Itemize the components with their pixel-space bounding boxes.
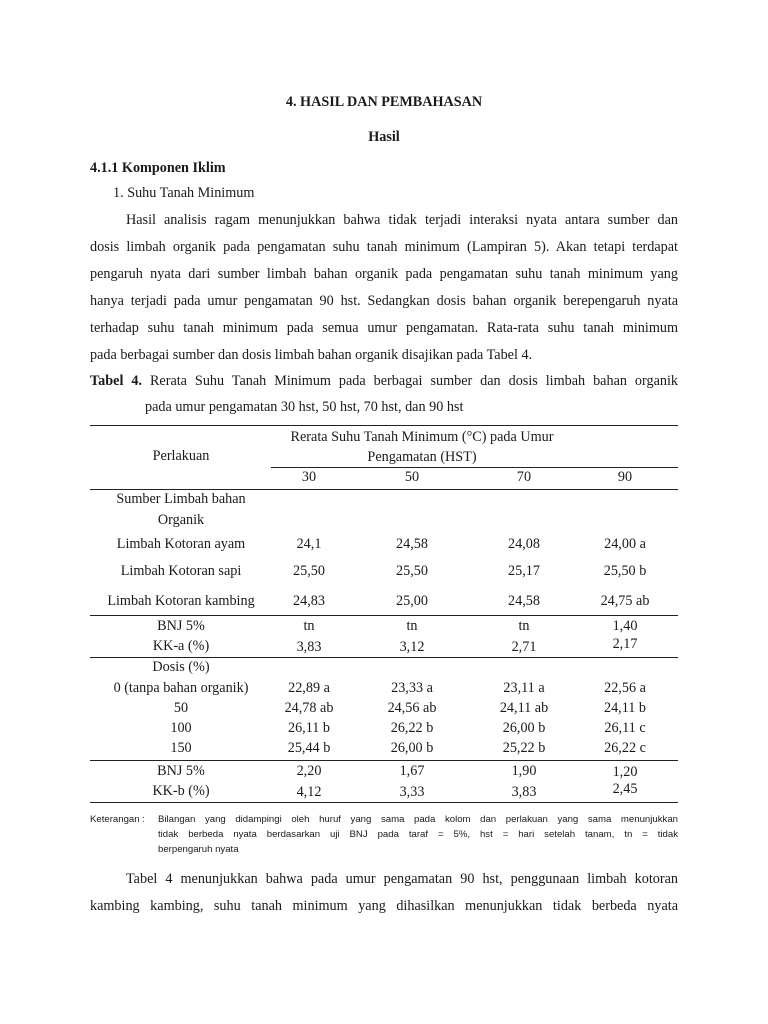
table-cell: 1,67 xyxy=(399,763,425,779)
table-header-col-90: 90 xyxy=(617,469,633,485)
table-cell: 2,71 xyxy=(511,639,537,655)
paragraph-line: dosis limbah organik pada pengamatan suhu tanah minimum (Lampiran 5). Akan tetapi terdapat xyxy=(90,239,678,255)
paragraph-line: pada berbagai sumber dan dosis limbah bahan organik disajikan pada Tabel 4. xyxy=(90,347,533,363)
table-cell: 24,11 ab xyxy=(499,700,549,716)
table-row-label: BNJ 5% xyxy=(157,763,205,779)
table-header-perlakuan: Perlakuan xyxy=(152,448,210,464)
table-cell: 23,33 a xyxy=(391,680,433,696)
table-cell: tn xyxy=(303,618,315,634)
table-cell: 25,00 xyxy=(396,593,428,609)
table-cell: 25,44 b xyxy=(287,740,331,756)
table-cell: 24,56 ab xyxy=(387,700,437,716)
table-cell: 3,33 xyxy=(399,784,425,800)
table-note-line: berpengaruh nyata xyxy=(158,844,239,855)
table-header-col-70: 70 xyxy=(516,469,532,485)
table-header-col-30: 30 xyxy=(301,469,317,485)
table-cell: 26,00 b xyxy=(390,740,434,756)
table-rule-header xyxy=(90,489,678,490)
table-cell: 25,50 xyxy=(293,563,325,579)
table-cell: 26,11 c xyxy=(604,720,646,736)
table-cell: 24,58 xyxy=(508,593,540,609)
paragraph-2 xyxy=(90,866,678,920)
table-rule-group2-stats xyxy=(90,760,678,761)
table-header-group-line2: Pengamatan (HST) xyxy=(367,449,477,465)
table-row-label: 50 xyxy=(173,700,189,716)
paragraph-line: Hasil analisis ragam menunjukkan bahwa tidak terjadi interaksi nyata antara sumber dan xyxy=(126,212,678,228)
table-note-line: Bilangan yang didampingi oleh huruf yang sama pada kolom dan perlakuan yang sama menunjukkan xyxy=(158,814,678,825)
table-row-label: 100 xyxy=(170,720,192,736)
section-title: Hasil xyxy=(368,129,400,145)
table-rule-bottom xyxy=(90,802,678,803)
table-group-label: Organik xyxy=(157,512,205,528)
table-cell: 26,22 b xyxy=(390,720,434,736)
table-caption-line1 xyxy=(90,373,678,390)
table-cell: 1,20 xyxy=(612,764,638,780)
table-note-text xyxy=(158,812,678,857)
table-cell: 24,1 xyxy=(296,536,322,552)
table-cell: 25,50 b xyxy=(603,563,647,579)
table-row-label: 0 (tanpa bahan organik) xyxy=(113,680,249,696)
table-cell: 24,58 xyxy=(396,536,428,552)
table-row-label: Limbah Kotoran ayam xyxy=(116,536,246,552)
table-cell: 3,83 xyxy=(296,639,322,655)
table-row-label: KK-a (%) xyxy=(152,638,210,654)
table-cell: 2,20 xyxy=(296,763,322,779)
table-cell: 24,11 b xyxy=(603,700,647,716)
table-caption-text: Rerata Suhu Tanah Minimum pada berbagai sumber dan dosis limbah bahan organik xyxy=(149,373,679,389)
table-rule-subheader xyxy=(271,467,678,468)
list-item-suhu-tanah: 1. Suhu Tanah Minimum xyxy=(113,185,255,201)
table-caption-line2: pada umur pengamatan 30 hst, 50 hst, 70 hst, dan 90 hst xyxy=(145,399,464,415)
table-cell: 24,08 xyxy=(508,536,540,552)
table-group-label: Sumber Limbah bahan xyxy=(116,491,246,507)
table-cell: 22,56 a xyxy=(604,680,646,696)
table-cell: tn xyxy=(406,618,418,634)
table-row-label: 150 xyxy=(170,740,192,756)
table-rule-group1-stats xyxy=(90,615,678,616)
paragraph-line: kambing kambing, suhu tanah minimum yang dihasilkan menunjukkan tidak berbeda nyata xyxy=(90,898,678,914)
table-cell: 3,83 xyxy=(511,784,537,800)
table-cell: 24,78 ab xyxy=(284,700,334,716)
table-cell: 2,45 xyxy=(612,781,638,797)
table-note-label: Keterangan : xyxy=(90,814,145,825)
paragraph-line: Tabel 4 menunjukkan bahwa pada umur pengamatan 90 hst, penggunaan limbah kotoran xyxy=(126,871,678,887)
table-cell: 25,22 b xyxy=(502,740,546,756)
table-cell: 2,17 xyxy=(612,636,638,652)
paragraph-line: pengaruh nyata dari sumber limbah bahan organik pada pengamatan suhu tanah minimum yang xyxy=(90,266,678,282)
table-cell: 3,12 xyxy=(399,639,425,655)
table-cell: 22,89 a xyxy=(288,680,330,696)
table-group-label: Dosis (%) xyxy=(152,659,210,675)
table-row-label: Limbah Kotoran sapi xyxy=(120,563,242,579)
table-row-label: Limbah Kotoran kambing xyxy=(107,593,255,609)
table-note-line: tidak berbeda nyata berdasarkan uji BNJ pada taraf = 5%, hst = hari setelah tanam, tn = tidak xyxy=(158,829,678,840)
table-rule-top xyxy=(90,425,678,426)
table-caption-label: Tabel 4. xyxy=(90,373,142,389)
table-cell: 26,11 b xyxy=(287,720,331,736)
table-cell: 24,00 a xyxy=(604,536,646,552)
table-cell: 25,50 xyxy=(396,563,428,579)
paragraph-1 xyxy=(90,207,678,369)
table-row-label: KK-b (%) xyxy=(152,783,210,799)
table-cell: tn xyxy=(518,618,530,634)
table-cell: 1,40 xyxy=(612,618,638,634)
table-cell: 25,17 xyxy=(508,563,540,579)
table-cell: 23,11 a xyxy=(503,680,545,696)
paragraph-line: terhadap suhu tanah minimum pada semua umur pengamatan. Rata-rata suhu tanah minimum xyxy=(90,320,678,336)
table-header-col-50: 50 xyxy=(404,469,420,485)
table-cell: 24,83 xyxy=(293,593,325,609)
chapter-title: 4. HASIL DAN PEMBAHASAN xyxy=(285,94,483,110)
table-rule-group2 xyxy=(90,657,678,658)
table-cell: 4,12 xyxy=(296,784,322,800)
table-cell: 1,90 xyxy=(511,763,537,779)
table-header-group-line1: Rerata Suhu Tanah Minimum (°C) pada Umur xyxy=(290,429,554,445)
subsection-title: 4.1.1 Komponen Iklim xyxy=(90,160,226,176)
paragraph-line: hanya terjadi pada umur pengamatan 90 hst. Sedangkan dosis bahan organik berepengaruh nyata xyxy=(90,293,678,309)
table-cell: 26,00 b xyxy=(502,720,546,736)
table-row-label: BNJ 5% xyxy=(157,618,205,634)
table-cell: 24,75 ab xyxy=(600,593,650,609)
table-cell: 26,22 c xyxy=(604,740,646,756)
